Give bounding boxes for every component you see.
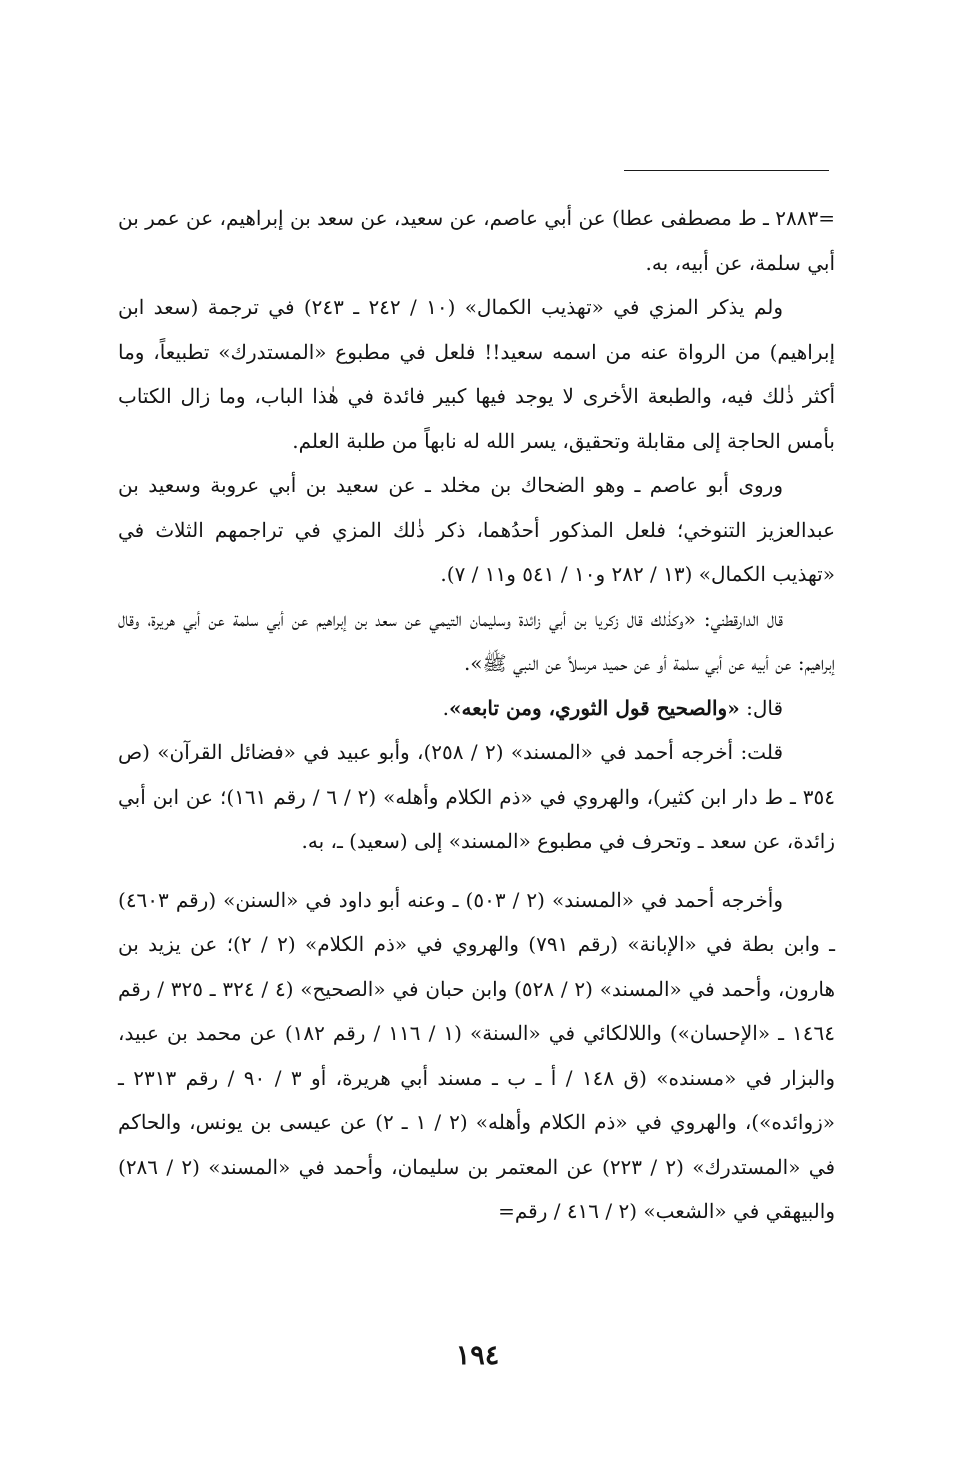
footnote-paragraph-abu-asim: وروى أبو عاصم ـ وهو الضحاك بن مخلد ـ عن سعيد بن أبي عروبة وسعيد بن عبدالعزيز التنوخي؛ فلعل المذكور أحدُهما، ذكر ذٰلك المزي في تراجمهم الثلاث في «تهذيب الكمال» (١٣ / ٢٨٢ و١٠ / ٥٤١ و١١ / ٧). [118,473,835,586]
qal-tail-text: . [442,695,449,720]
footnote-paragraph-akhrajahu: وأخرجه أحمد في «المسند» (٢ / ٥٠٣) ـ وعنه أبو داود في «السنن» (رقم ٤٦٠٣) ـ وابن بطة في «الإبانة» (رقم ٧٩١) والهروي في «ذم الكلام» (٢ / ٢)؛ عن يزيد بن هارون، وأحمد في «المسند» (٢ / ٥٢٨) وابن حبان في «الصحيح» (٤ / ٣٢٤ ـ ٣٢٥ / رقم ١٤٦٤ ـ «الإحسان») واللالكائي في «السنة» (١ / ١١٦ / رقم ١٨٢) عن محمد بن عبيد، والبزار في «مسنده» (ق ١٤٨ / أ ـ ب ـ مسند أبي هريرة، أو ٣ / ٩٠ / رقم ٢٣١٣ ـ «زوائده»)، والهروي في «ذم الكلام وأهله» (٢ / ١ ـ ٢) عن عيسى بن يونس، والحاكم في «المستدرك» (٢ / ٢٢٣) عن المعتمر بن سليمان، وأحمد في «المسند» (٢ / ٢٨٦) والبيهقي في «الشعب» (٢ / ٤١٦ / رقم= [118,887,836,1223]
footnote-text-block [118,196,835,1234]
footnote-paragraph-continuation: =٢٨٨٣ ـ ط مصطفى عطا) عن أبي عاصم، عن سعيد، عن سعد بن إبراهيم، عن عمر بن أبي سلمة، عن أبيه، به. [118,206,835,275]
footnote-separator-rule [624,170,829,171]
footnote-paragraph-qal [118,686,835,731]
footnote-paragraph-daraqutni: قال الدارقطني: «وكذٰلك قال زكريا بن أبي زائدة وسليمان التيمي عن سعد بن إبراهيم عن أبي سلمة عن أبي هريرة، وقال إبراهيم: عن أبيه عن أبي سلمة أو عن حميد مرسلاً عن النبي ﷺ». [118,606,835,675]
footnote-paragraph-mizzi: ولم يذكر المزي في «تهذيب الكمال» (١٠ / ٢٤٢ ـ ٢٤٣) في ترجمة (سعد ابن إبراهيم) من الرواة عنه من اسمه سعيد!! فلعل في مطبوع «المستدرك» تطبيعاً، وما أكثر ذٰلك فيه، والطبعة الأخرى لا يوجد فيها كبير فائدة في هٰذا الباب، وما زال الكتاب بأمس الحاجة إلى مقابلة وتحقيق، يسر الله له نابهاً من طلبة العلم. [118,295,835,453]
qal-lead-text: قال: [739,695,783,720]
qal-bold-quote: «والصحيح قول الثوري، ومن تابعه» [448,695,740,720]
footnote-paragraph-qultu: قلت: أخرجه أحمد في «المسند» (٢ / ٢٥٨)، وأبو عبيد في «فضائل القرآن» (ص ٣٥٤ ـ ط دار ابن كثير)، والهروي في «ذم الكلام وأهله» (٢ / ٦ / رقم ١٦١)؛ عن ابن أبي زائدة، عن سعد ـ وتحرف في مطبوع «المسند» إلى (سعيد) ـ، به. [118,740,836,853]
page-number: ١٩٤ [455,1340,500,1371]
